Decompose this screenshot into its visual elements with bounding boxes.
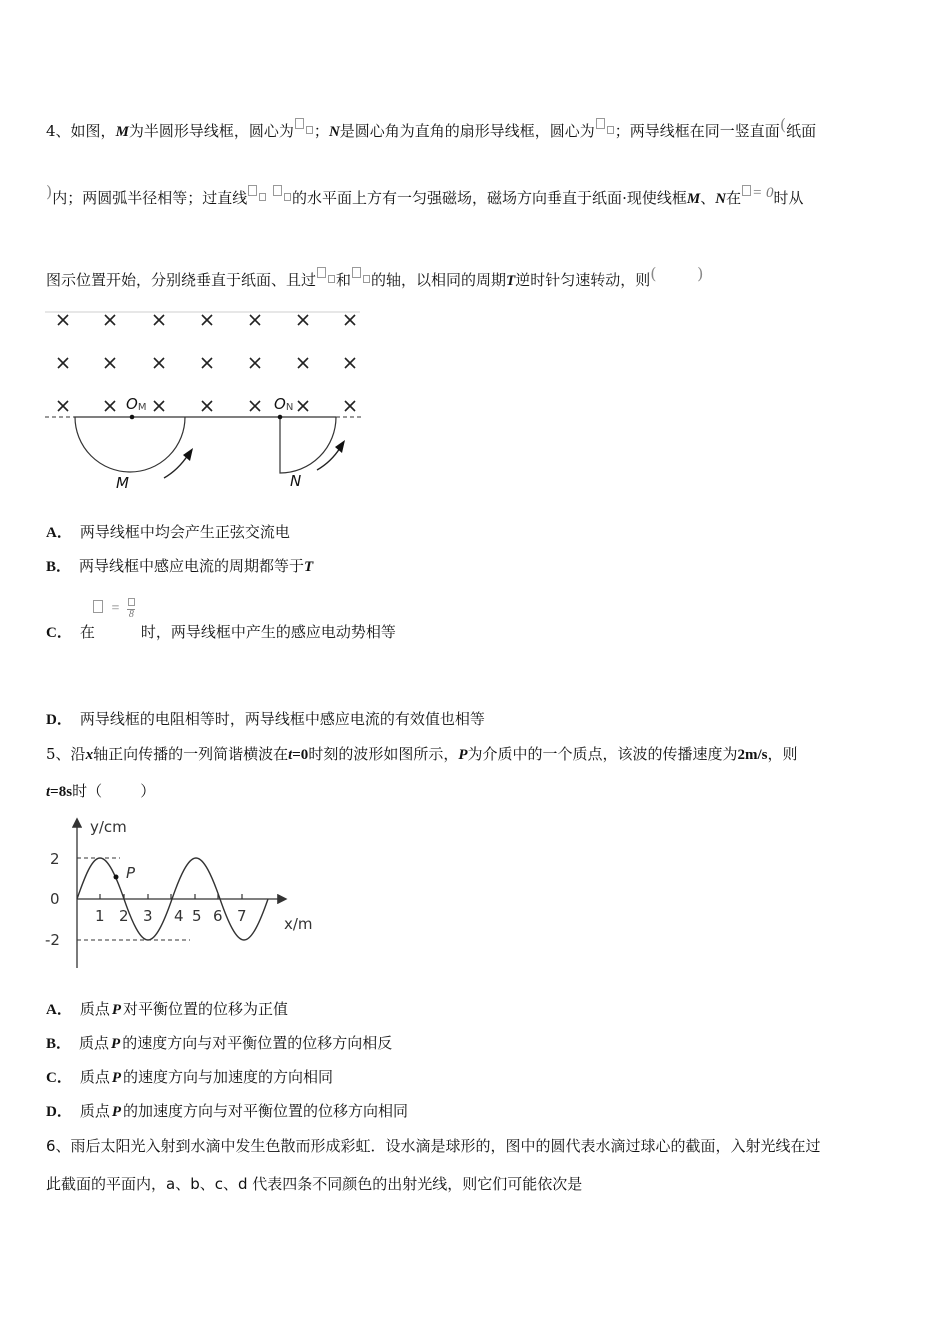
q5-option-b[interactable]: B． 质点 P 的速度方向与对平衡位置的位移方向相反 <box>46 1034 393 1052</box>
q5-number: 5、 <box>46 745 71 763</box>
formula-placeholder-icon <box>363 275 370 283</box>
q4-number: 4、 <box>46 122 71 140</box>
svg-text:-2: -2 <box>45 931 60 949</box>
svg-text:4: 4 <box>174 907 184 925</box>
svg-text:3: 3 <box>143 907 153 925</box>
label-M: M <box>116 474 129 492</box>
label-ON: ON <box>274 395 294 413</box>
formula-placeholder-icon <box>259 193 266 201</box>
y-axis-label: y/cm <box>90 818 127 836</box>
formula-placeholder-icon <box>596 118 605 129</box>
formula-placeholder-icon <box>273 185 282 196</box>
sector-frame-N <box>280 417 336 473</box>
formula-placeholder-icon <box>742 185 751 196</box>
q5-stem-line-1: 5、沿x轴正向传播的一列简谐横波在t=0时刻的波形如图所示，P为介质中的一个质点，该波的传播速度为2m/s，则 <box>46 745 798 763</box>
svg-text:2: 2 <box>119 907 129 925</box>
formula-placeholder-icon <box>352 267 361 278</box>
svg-text:1: 1 <box>95 907 105 925</box>
q4-option-d[interactable]: D． 两导线框的电阻相等时，两导线框中感应电流的有效值也相等 <box>46 710 485 728</box>
answer-blank <box>102 782 140 800</box>
svg-text:0: 0 <box>50 890 60 908</box>
formula-placeholder-icon <box>328 275 335 283</box>
q5-wave-chart <box>40 810 340 980</box>
q4-option-c-formula: = 8 <box>92 598 136 620</box>
formula-placeholder-icon <box>306 126 313 134</box>
rotation-arrow-icon <box>164 455 188 478</box>
label-OM: OM <box>126 395 147 413</box>
formula-placeholder-icon <box>317 267 326 278</box>
formula-placeholder-icon <box>284 193 291 201</box>
svg-text:6: 6 <box>213 907 223 925</box>
svg-text:2: 2 <box>50 850 60 868</box>
formula-placeholder-icon <box>93 600 103 613</box>
q4-stem-line-1: 4、如图，M为半圆形导线框，圆心为 ；N是圆心角为直角的扇形导线框，圆心为 ；两导线框在同一竖直面(纸面 <box>46 115 817 140</box>
q4-option-b[interactable]: B． 两导线框中感应电流的周期都等于T <box>46 557 314 575</box>
point-P <box>114 875 119 880</box>
q5-option-a[interactable]: A． 质点 P 对平衡位置的位移为正值 <box>46 1000 289 1018</box>
q5-stem-line-2: t=8s时（ ） <box>46 782 156 800</box>
x-axis-label: x/m <box>284 915 313 933</box>
q4-magnetic-field-figure <box>40 305 370 500</box>
q6-number: 6、 <box>46 1137 71 1155</box>
label-N: N <box>290 472 302 490</box>
semicircle-frame-M <box>75 417 185 472</box>
q6-stem-line-2: 此截面的平面内，a、b、c、d 代表四条不同颜色的出射光线，则它们可能依次是 <box>46 1175 583 1193</box>
q5-option-c[interactable]: C． 质点 P 的速度方向与加速度的方向相同 <box>46 1068 334 1086</box>
rotation-arrow-icon <box>317 448 340 470</box>
svg-text:7: 7 <box>237 907 247 925</box>
q4-option-a[interactable]: A． 两导线框中均会产生正弦交流电 <box>46 523 290 541</box>
q5-option-d[interactable]: D． 质点 P 的加速度方向与对平衡位置的位移方向相同 <box>46 1102 409 1120</box>
formula-placeholder-icon <box>607 126 614 134</box>
q4-option-c[interactable]: C． 在 时，两导线框中产生的感应电动势相等 <box>46 623 396 641</box>
q4-stem-line-3: 图示位置开始，分别绕垂直于纸面、且过 和 的轴，以相同的周期T逆时针匀速转动，则( ) <box>46 264 704 289</box>
q6-stem-line-1: 6、雨后太阳光入射到水滴中发生色散而形成彩虹．设水滴是球形的，图中的圆代表水滴过球心的截面，入射光线在过 <box>46 1137 821 1155</box>
formula-placeholder-icon <box>295 118 304 129</box>
point-P-label: P <box>126 864 136 882</box>
answer-blank: ( ) <box>650 264 704 283</box>
field-cross-icons <box>58 315 355 411</box>
formula-placeholder-icon <box>248 185 257 196</box>
svg-text:5: 5 <box>192 907 202 925</box>
q4-stem-line-2: )内；两圆弧半径相等；过直线 的水平面上方有一匀强磁场，磁场方向垂直于纸面·现使线框M、N在 = 0时从 <box>46 182 804 207</box>
